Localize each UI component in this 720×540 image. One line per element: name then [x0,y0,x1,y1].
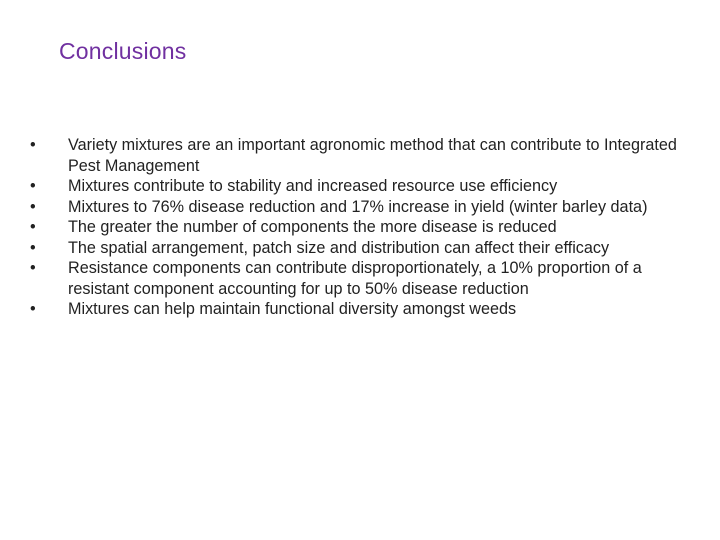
bullet-text: Resistance components can contribute disproportionately, a 10% proportion of a resistant component accounting for up to 50% disease reduction [68,259,642,298]
bullet-item [30,238,700,259]
bullet-text: Mixtures to 76% disease reduction and 17% increase in yield (winter barley data) [68,197,648,216]
bullet-item [30,176,700,197]
bullet-text: The spatial arrangement, patch size and distribution can affect their efficacy [68,238,610,257]
bullet-item [30,217,700,238]
bullet-item [30,197,700,218]
bullet-item [30,135,700,176]
bullet-icon: • [30,136,36,154]
bullet-text: Variety mixtures are an important agronomic method that can contribute to Integrated Pest Management [68,136,677,175]
bullet-text: The greater the number of components the more disease is reduced [68,218,557,236]
slide-title: Conclusions [59,38,187,64]
bullet-item [30,299,700,320]
bullet-item [30,258,700,299]
bullet-icon: • [30,197,36,216]
bullet-icon: • [30,218,36,236]
bullet-icon: • [30,177,36,195]
bullet-icon: • [30,300,36,318]
bullet-icon: • [30,259,36,277]
bullet-icon: • [30,238,36,257]
bullet-list [30,135,700,320]
bullet-text: Mixtures contribute to stability and increased resource use efficiency [68,177,558,195]
bullet-text: Mixtures can help maintain functional diversity amongst weeds [68,300,517,318]
